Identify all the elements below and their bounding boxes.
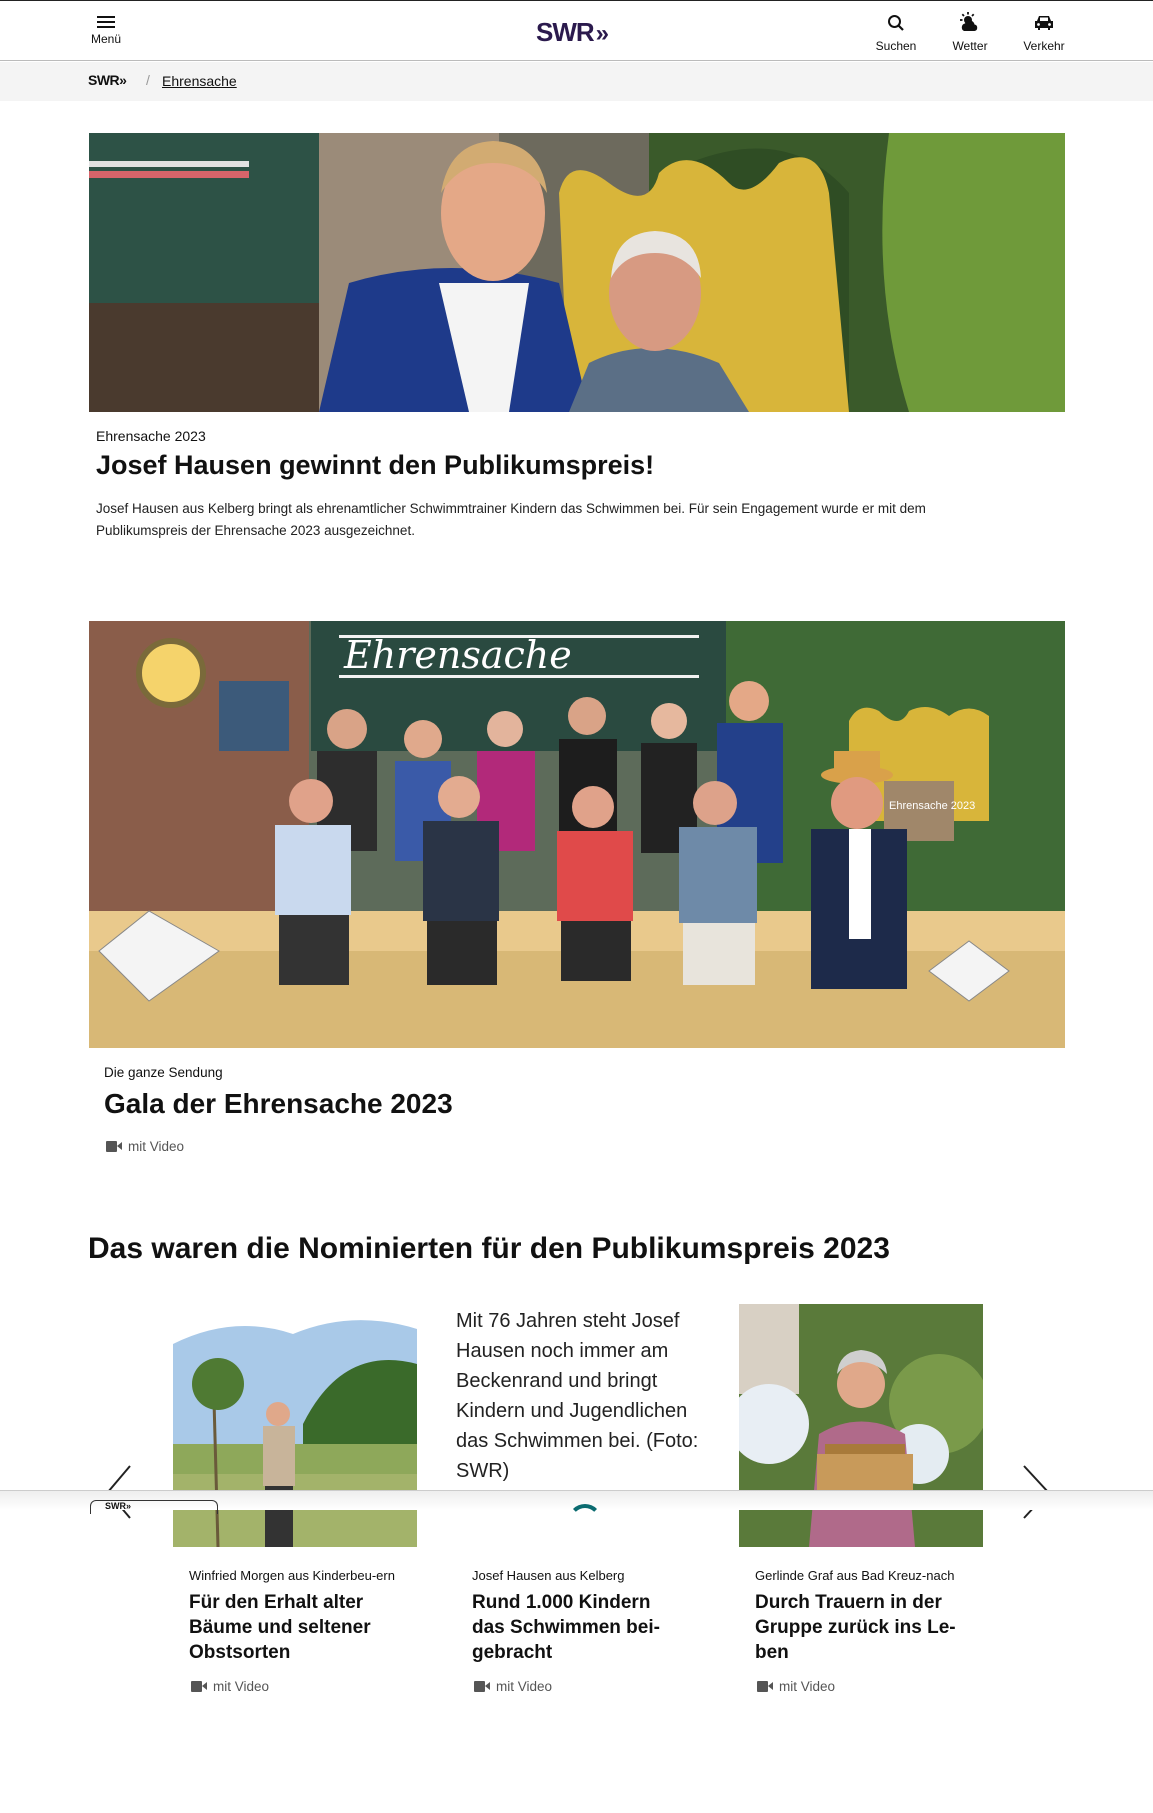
- traffic-button[interactable]: [1016, 11, 1072, 53]
- teaser-hausen-image[interactable]: [89, 133, 1065, 412]
- traffic-label: Verkehr: [1023, 39, 1065, 53]
- teaser-hausen-lead: Josef Hausen aus Kelberg bringt als ehrenamtlicher Schwimmtrainer Kindern das Schwimmen bei. Für sein Engagement wurde er mit dem Publikumspreis der Ehrensache 2023 ausgezeichnet.: [96, 501, 926, 538]
- nominee-card-graf-kicker: Gerlinde Graf aus Bad Kreuz-nach: [755, 1568, 955, 1583]
- swr-logo[interactable]: SWR»: [536, 17, 604, 47]
- nominee-card-hausen-title[interactable]: Rund 1.000 Kindern das Schwimmen bei-gebracht: [472, 1592, 660, 1663]
- search-icon: [868, 11, 924, 35]
- video-camera-icon: [191, 1681, 207, 1692]
- search-label: Suchen: [875, 39, 917, 53]
- weather-button[interactable]: [942, 11, 998, 53]
- menu-button[interactable]: [86, 13, 126, 46]
- svg-text:Ehrensache 2023: Ehrensache 2023: [889, 800, 976, 812]
- overlay-logo-tab: SWR»: [90, 1500, 218, 1514]
- teaser-hausen-title[interactable]: Josef Hausen gewinnt den Publikumspreis!: [96, 450, 655, 480]
- search-button[interactable]: [868, 11, 924, 53]
- nominee-card-graf-image: [739, 1304, 983, 1547]
- video-camera-icon: [106, 1141, 122, 1152]
- weather-icon: [942, 11, 998, 35]
- nominee-card-hausen-kicker: Josef Hausen aus Kelberg: [472, 1568, 625, 1583]
- teaser-gala-image[interactable]: [89, 621, 1065, 1048]
- nominees-section-title: Das waren die Nominierten für den Publikumspreis 2023: [88, 1232, 890, 1265]
- teaser-hausen-kicker: Ehrensache 2023: [96, 428, 206, 444]
- breadcrumb-home-logo[interactable]: SWR»: [88, 72, 127, 88]
- hamburger-icon: [97, 16, 115, 28]
- video-camera-icon: [757, 1681, 773, 1692]
- loading-spinner-icon: [568, 1504, 602, 1538]
- logo-chevrons-icon: »: [595, 20, 604, 47]
- nominee-card-graf-video-tag: mit Video: [757, 1679, 965, 1694]
- car-icon: [1016, 11, 1072, 35]
- teaser-gala-video-tag: mit Video: [106, 1139, 184, 1154]
- nominee-card-morgen-kicker: Winfried Morgen aus Kinderbeu-ern: [189, 1568, 395, 1583]
- nominee-card-hausen-video-tag: mit Video: [474, 1679, 682, 1694]
- breadcrumb-separator: /: [146, 72, 150, 88]
- teaser-gala-kicker: Die ganze Sendung: [104, 1065, 223, 1080]
- site-header: [0, 0, 1153, 61]
- menu-label: Menü: [90, 32, 122, 46]
- breadcrumb-link-ehrensache[interactable]: Ehrensache: [162, 73, 237, 89]
- nominee-card-morgen-title[interactable]: Für den Erhalt alter Bäume und seltener Obstsorten: [189, 1592, 371, 1663]
- nominee-card-graf-title[interactable]: Durch Trauern in der Gruppe zurück ins Le-ben: [755, 1592, 956, 1663]
- weather-label: Wetter: [952, 39, 988, 53]
- nominee-card-morgen-video-tag: mit Video: [191, 1679, 399, 1694]
- breadcrumb: [0, 62, 1153, 101]
- carousel-slide-caption: Mit 76 Jahren steht Josef Hausen noch immer am Beckenrand und bringt Kindern und Jugendlichen das Schwimmen bei. (Foto: SWR): [456, 1310, 699, 1482]
- svg-text:Ehrensache: Ehrensache: [344, 633, 572, 677]
- teaser-gala-title[interactable]: Gala der Ehrensache 2023: [104, 1088, 453, 1119]
- video-camera-icon: [474, 1681, 490, 1692]
